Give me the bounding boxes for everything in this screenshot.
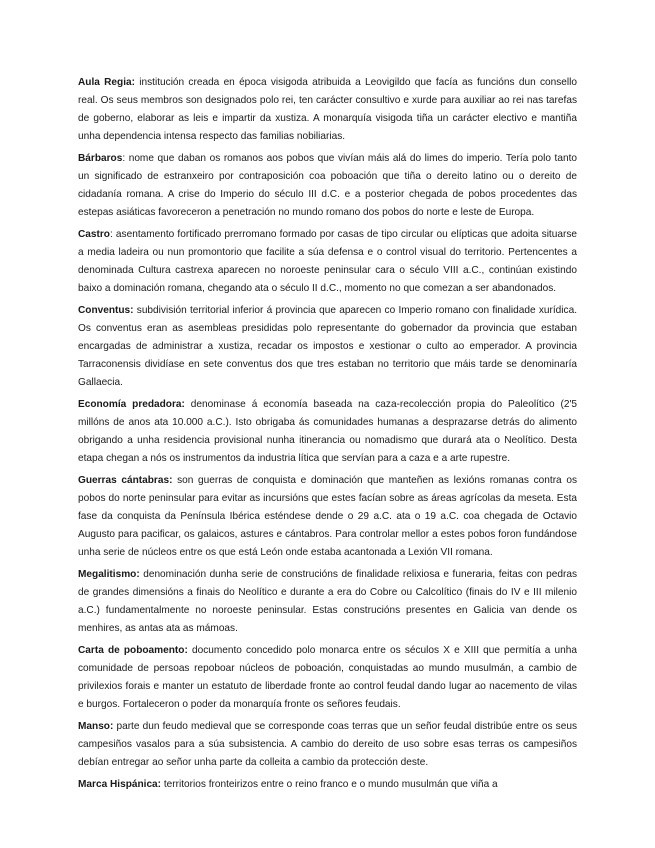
glossary-term: Economía predadora: bbox=[78, 399, 185, 410]
glossary-definition: son guerras de conquista e dominación que manteñen as lexións romanas contra os pobos do norte peninsular para evitar as incursións que estes facían sobre as áreas agrícolas da meseta. Esta fase da conquista da Península Ibérica esténdese dende o 29 a.C. ata o 19 a.C. coa chegada de Octavio Augusto para pacificar, os galaicos, astures e cántabros. Para controlar mellor a estes pobos foron fundándose unha serie de núcleos entre os que está León onde estaba acantonada a Lexión VII romana. bbox=[78, 475, 577, 558]
glossary-term: Castro bbox=[78, 229, 110, 240]
glossary-entry-aula-regia bbox=[78, 74, 577, 146]
glossary-term: Manso: bbox=[78, 721, 114, 732]
glossary-term: Aula Regia: bbox=[78, 77, 135, 88]
glossary-entry-megalitismo bbox=[78, 566, 577, 638]
glossary-definition: : asentamento fortificado prerromano formado por casas de tipo circular ou elípticas que adoita situarse a media ladeira ou nun promontorio que facilite a súa defensa e o control visual do territorio. Pertencentes a denominada Cultura castrexa aparecen no noroeste peninsular cara o século VIII a.C., continúan existindo baixo a dominación romana, chegando ata o século II d.C., momento no que comezan a ser abandonados. bbox=[78, 229, 577, 294]
glossary bbox=[78, 74, 577, 798]
glossary-term: Megalitismo: bbox=[78, 569, 140, 580]
glossary-term: Bárbaros bbox=[78, 153, 123, 164]
glossary-term: Carta de poboamento: bbox=[78, 645, 188, 656]
glossary-definition: institución creada en época visigoda atribuida a Leovigildo que facía as funcións dun consello real. Os seus membros son designados polo rei, ten carácter consultivo e xurde para auxiliar ao rei nas tarefas de goberno, elaborar as leis e impartir da xustiza. A monarquía visigoda tiña un carácter electivo e mantiña unha dependencia intensa respecto das familias nobiliarias. bbox=[78, 77, 577, 142]
glossary-entry-carta-de-poboamento bbox=[78, 642, 577, 714]
glossary-entry-barbaros bbox=[78, 150, 577, 222]
glossary-definition: denominación dunha serie de construcións de finalidade relixiosa e funeraria, feitas con pedras de grandes dimensións a finais do Neolítico e durante a era do Cobre ou Calcolítico (finais do IV e III milenio a.C.) fundamentalmente no noroeste peninsular. Estas construcións presentes en Galicia van dende os menhires, as antas ata as mámoas. bbox=[78, 569, 577, 634]
glossary-entry-guerras-cantabras bbox=[78, 472, 577, 562]
glossary-entry-manso bbox=[78, 718, 577, 772]
glossary-term: Marca Hispánica: bbox=[78, 779, 162, 790]
glossary-entry-marca-hispanica bbox=[78, 776, 577, 794]
glossary-entry-castro bbox=[78, 226, 577, 298]
glossary-entry-conventus bbox=[78, 302, 577, 392]
glossary-definition: denominase á economía baseada na caza-recolección propia do Paleolítico (2'5 millóns de anos ata 10.000 a.C.). Isto obrigaba ás comunidades humanas a desprazarse detrás do alimento obrigando a unha residencia provisional nunha itinerancia ou nomadismo que durará ata o Neolítico. Desta etapa chegan a nós os instrumentos da industria lítica que servían para a caza e a arte rupestre. bbox=[78, 399, 577, 464]
glossary-definition: documento concedido polo monarca entre os séculos X e XIII que permitía a unha comunidade de persoas repoboar núcleos de poboación, conquistadas ao mundo musulmán, a cambio de privilexios forais e manter un estatuto de liberdade fronte ao control feudal dando lugar ao nacemento de vilas e burgos. Fortaleceron o poder da monarquía fronte os señores feudais. bbox=[78, 645, 577, 710]
glossary-definition: subdivisión territorial inferior á provincia que aparecen co Imperio romano con finalidade xurídica. Os conventus eran as asembleas presididas polo representante do gobernador da provincia que estaban encargadas de administrar a xustiza, recadar os impostos e xestionar o culto ao emperador. A provincia Tarraconensis dividíase en sete conventus dos que tres estaban no territorio que máis tarde se denominaría Gallaecia. bbox=[78, 305, 577, 388]
glossary-entry-economia-predadora bbox=[78, 396, 577, 468]
glossary-term: Guerras cántabras: bbox=[78, 475, 173, 486]
glossary-definition: : nome que daban os romanos aos pobos que vivían máis alá do limes do imperio. Tería polo tanto un significado de estranxeiro por contraposición coa poboación que tiña o dereito latino ou o dereito de cidadanía romana. A crise do Imperio do século III d.C. e a posterior chegada de pobos procedentes das estepas asiáticas favoreceron a penetración no mundo romano dos pobos do norte e leste de Europa. bbox=[78, 153, 577, 218]
glossary-term: Conventus: bbox=[78, 305, 134, 316]
glossary-definition: parte dun feudo medieval que se corresponde coas terras que un señor feudal distribúe entre os seus campesiños vasalos para a súa subsistencia. A cambio do dereito de uso sobre esas terras os campesiños debían entregar ao señor unha parte da colleita a cambio da protección deste. bbox=[78, 721, 577, 768]
glossary-definition: territorios fronteirizos entre o reino franco e o mundo musulmán que viña a bbox=[161, 779, 498, 790]
